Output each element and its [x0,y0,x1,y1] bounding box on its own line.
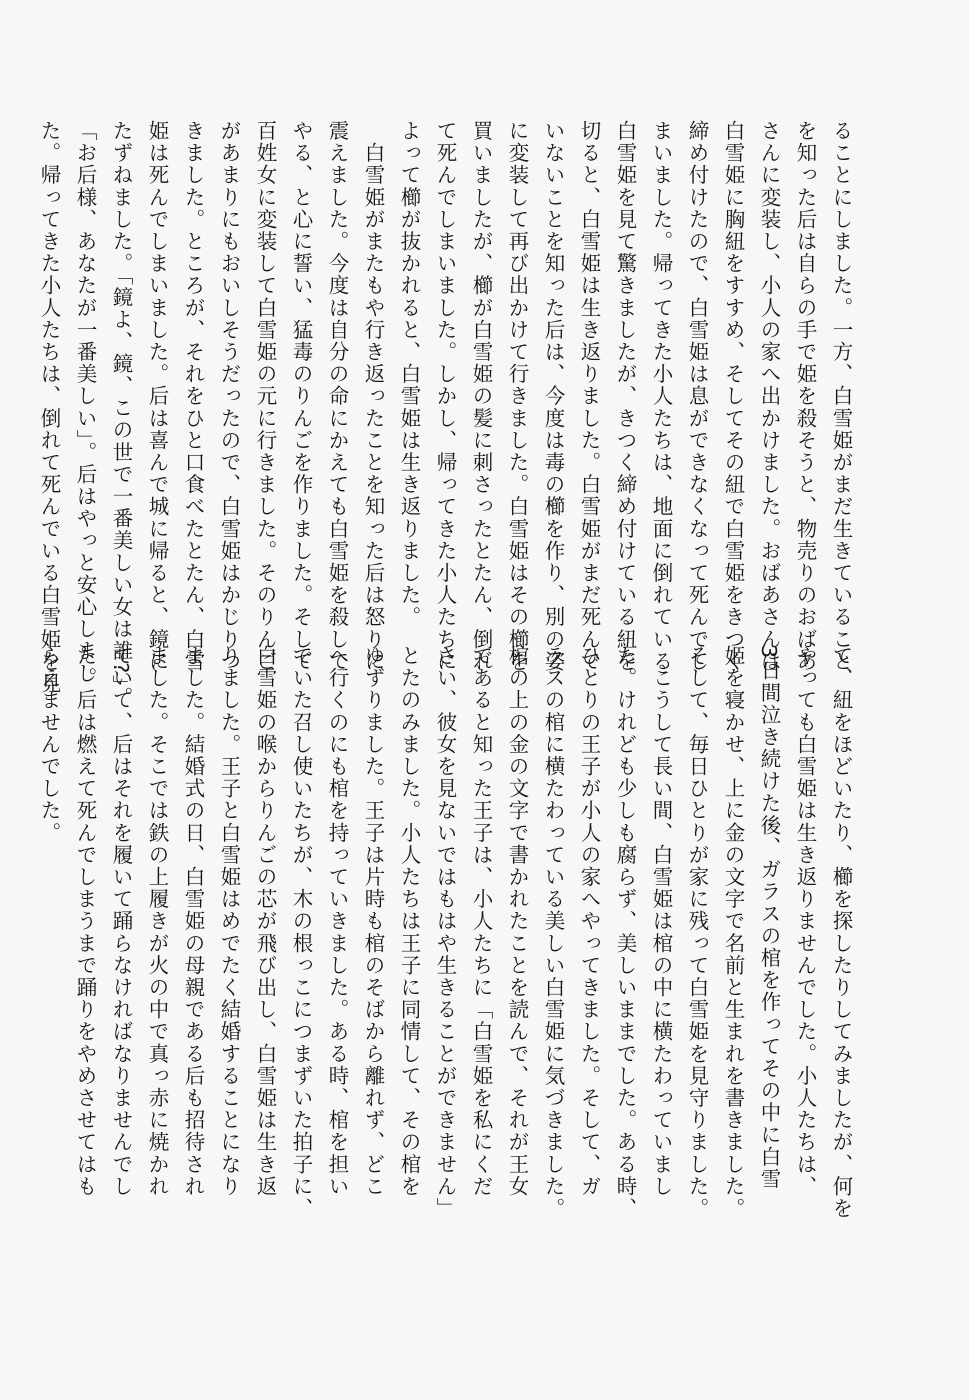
text-column: そして、毎日ひとりが家に残って白雪姫を見守りました。 [685,645,709,1220]
text-column: 白雪姫がまたもや行き返ったことを知った后は怒りに [361,120,385,673]
text-column: 棺の上の金の文字で書かれたことを読んで、それが王女 [505,645,529,1198]
text-block-top [37,120,853,709]
text-column: て、紐をほどいたり、櫛を探したりしてみましたが、何を [829,645,853,1220]
text-block-bottom [37,645,853,1220]
text-column: て死んでしまいました。しかし、帰ってきた小人たちに [433,120,457,673]
text-column: とたのみました。小人たちは王子に同情して、その棺を [397,645,421,1198]
text-column: ました。そこでは鉄の上履きが火の中で真っ赤に焼かれ [145,645,169,1198]
text-column: 3日間泣き続けた後、ガラスの棺を作ってその中に白雪 [757,645,781,1191]
text-column: ていて、后はそれを履いて踊らなければなりませんでし [109,645,133,1198]
text-column: よって櫛が抜かれると、白雪姫は生き返りました。 [397,120,421,629]
text-column: まいました。帰ってきた小人たちは、地面に倒れている [649,120,673,673]
text-column: やる、と心に誓い、猛毒のりんごを作りました。そして [289,120,313,673]
text-column: 姫を寝かせ、上に金の文字で名前と生まれを書きました。 [721,645,745,1220]
text-column: を知った后は自らの手で姫を殺そうと、物売りのおばあ [793,120,817,673]
text-column: 締め付けたので、白雪姫は息ができなくなって死んでし [685,120,709,673]
text-column: 震えました。今度は自分の命にかえても白雪姫を殺して [325,120,349,673]
text-column: いないことを知った后は、今度は毒の櫛を作り、別の姿 [541,120,565,673]
text-column: さい、彼女を見ないではもはや生きることができません」 [433,645,457,1220]
text-column: た。けれども少しも腐らず、美しいままでした。ある時、 [613,645,637,1220]
text-column: があまりにもおいしそうだったので、白雪姫はかじりつ [217,120,241,673]
text-column: らえませんでした。 [37,645,61,844]
text-column: 姫は死んでしまいました。后は喜んで城に帰ると、鏡に [145,120,169,673]
text-column: た。帰ってきた小人たちは、倒れて死んでいる白雪姫を見 [37,120,61,695]
text-column: ゆずりました。王子は片時も棺のそばから離れず、どこ [361,645,385,1198]
text-column: さんに変装し、小人の家へ出かけました。おばあさんは [757,120,781,673]
text-column: りました。王子と白雪姫はめでたく結婚することになり [217,645,241,1198]
text-column: 白雪姫を見て驚きましたが、きつく締め付けている紐を [613,120,637,673]
text-column: 白雪姫に胸紐をすすめ、そしてその紐で白雪姫をきつく [721,120,745,673]
text-column: 切ると、白雪姫は生き返りました。白雪姫がまだ死んで [577,120,601,673]
text-column: 百姓女に変装して白雪姫の元に行きました。そのりんご [253,120,277,673]
text-column: 白雪姫の喉からりんごの芯が飛び出し、白雪姫は生き返 [253,645,277,1198]
text-column: きました。ところが、それをひと口食べたとたん、白雪 [181,120,205,673]
text-column: た。后は燃えて死んでしまうまで踊りをやめさせてはも [73,645,97,1198]
text-column: 「お后様、あなたが一番美しい」。后はやっと安心しまし [73,120,97,685]
text-column: ひとりの王子が小人の家へやってきました。そして、ガ [577,645,601,1198]
text-column: やっても白雪姫は生き返りませんでした。小人たちは、 [793,645,817,1198]
text-column: 買いましたが、櫛が白雪姫の髪に刺さったとたん、倒れ [469,120,493,673]
text-column: へ行くのにも棺を持っていきました。ある時、棺を担い [325,645,349,1198]
text-column: ました。結婚式の日、白雪姫の母親である后も招待され [181,645,205,1198]
text-column: に変装して再び出かけて行きました。白雪姫はその櫛を [505,120,529,673]
text-column: でいた召し使いたちが、木の根っこにつまずいた拍子に、 [289,645,313,1220]
text-column: ることにしました。一方、白雪姫がまだ生きていること [829,120,853,673]
text-column: こうして長い間、白雪姫は棺の中に横たわっていまし [649,645,673,1198]
text-column: たずねました。「鏡よ、鏡、この世で一番美しい女は誰?」。 [109,120,133,709]
text-column: であると知った王子は、小人たちに「白雪姫を私にくだ [469,645,493,1198]
text-column: ラスの棺に横たわっている美しい白雪姫に気づきました。 [541,645,565,1220]
